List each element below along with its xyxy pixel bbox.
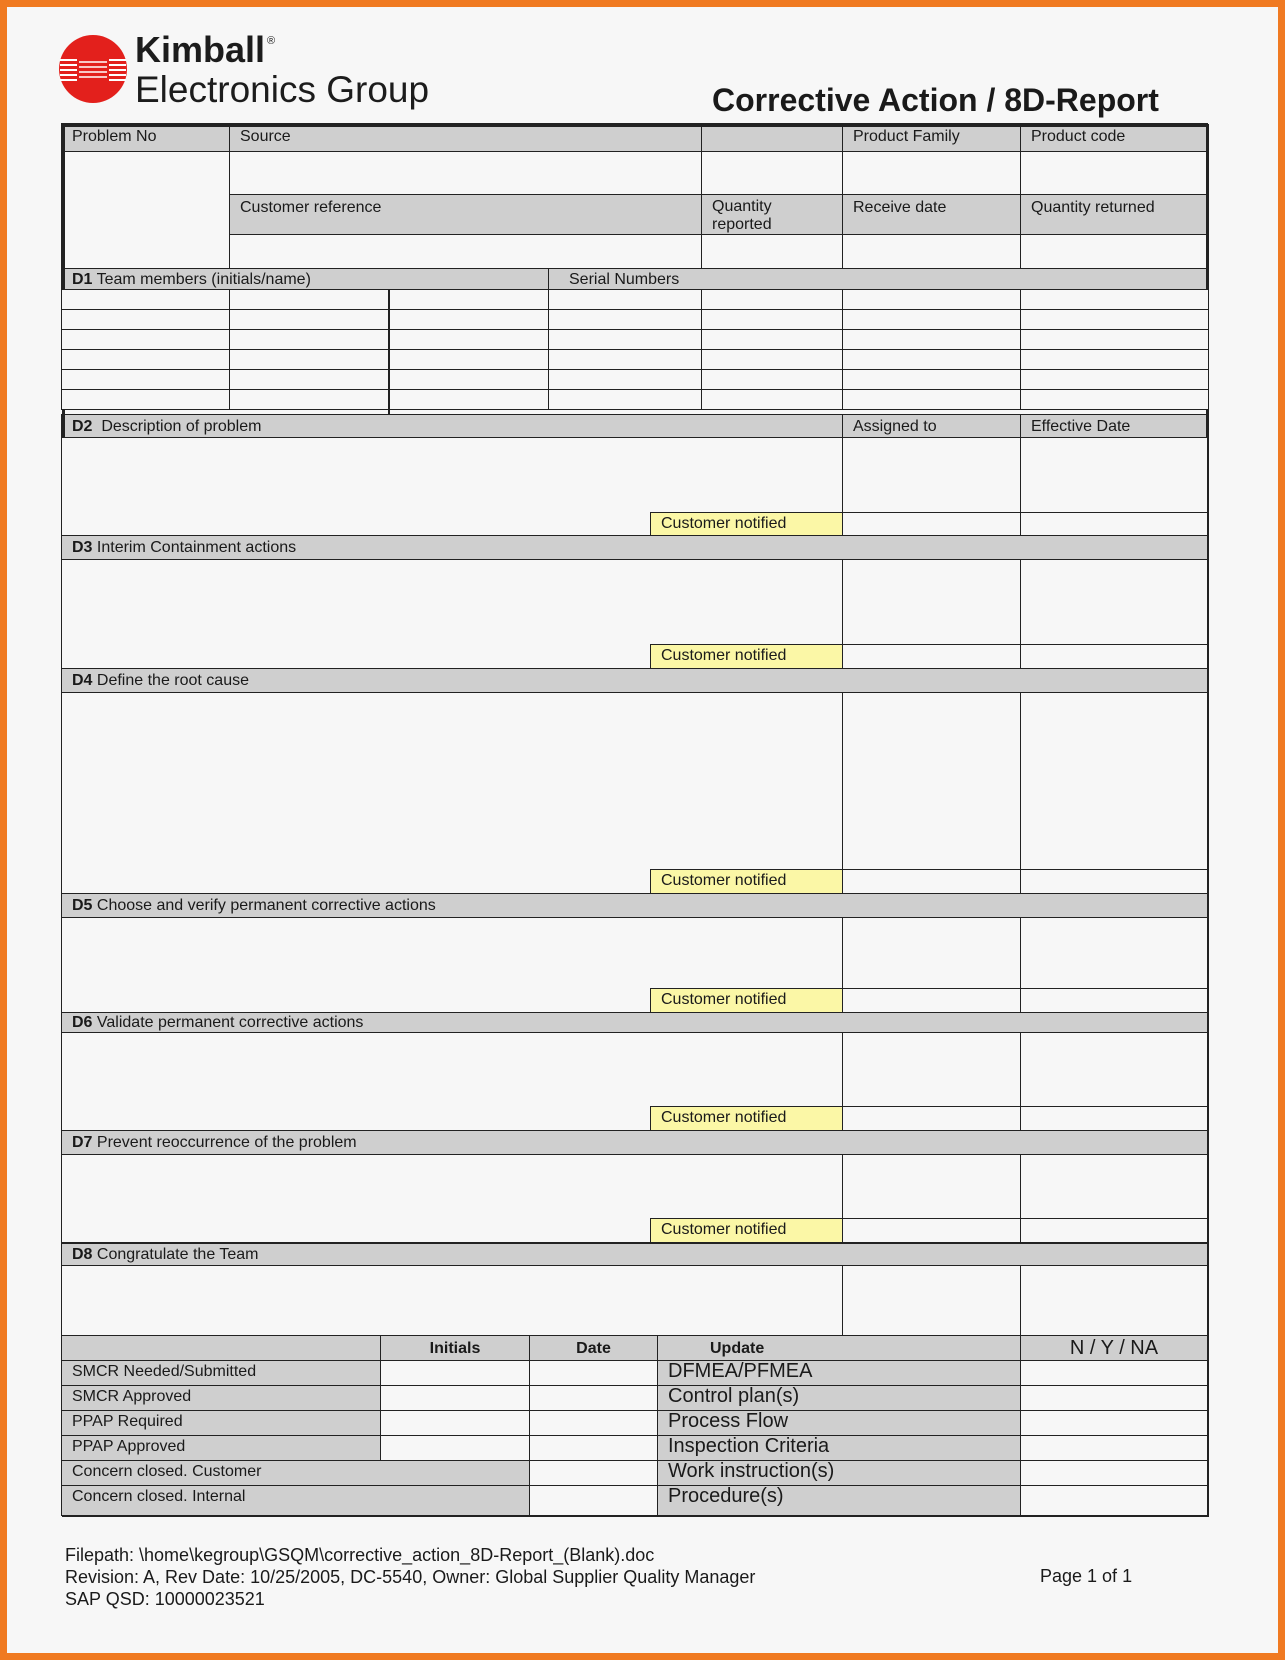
- customer-reference-field[interactable]: [229, 234, 702, 269]
- update-header: [657, 1335, 1021, 1361]
- nyna-field[interactable]: [1020, 1485, 1208, 1516]
- team-member-cell[interactable]: [1020, 389, 1209, 410]
- d7-customer-notified-label-cell: [650, 1218, 843, 1243]
- date-header: [529, 1335, 658, 1361]
- team-member-cell[interactable]: [548, 369, 702, 390]
- d5-customer-notified-by-field[interactable]: [842, 988, 1021, 1013]
- customer-notified-label: Customer notified: [661, 515, 787, 532]
- logo-line-1: Kimball ®: [135, 29, 276, 70]
- closure-initials-field[interactable]: [380, 1435, 530, 1461]
- problem-no-label: Problem No: [72, 128, 157, 145]
- closure-blank-header: [61, 1335, 381, 1361]
- quantity-reported-label: Quantity reported: [712, 198, 772, 233]
- closure-date-field[interactable]: [529, 1485, 658, 1516]
- source-label-cell: [229, 123, 702, 152]
- d4-description-field[interactable]: [61, 692, 843, 894]
- d7-customer-notified-by-field[interactable]: [842, 1218, 1021, 1243]
- team-member-cell[interactable]: [701, 369, 843, 390]
- closure-date-field[interactable]: [529, 1360, 658, 1386]
- source-label: Source: [240, 128, 291, 145]
- team-member-cell[interactable]: [1020, 329, 1209, 350]
- team-member-cell[interactable]: [229, 309, 389, 330]
- team-member-cell[interactable]: [61, 349, 230, 370]
- team-member-cell[interactable]: [229, 369, 389, 390]
- customer-notified-label: Customer notified: [661, 1221, 787, 1238]
- grid-divider: [388, 290, 390, 415]
- team-member-cell[interactable]: [842, 389, 1021, 410]
- update-label: Update: [710, 1340, 765, 1357]
- team-member-cell[interactable]: [61, 309, 230, 330]
- customer-reference-label: Customer reference: [240, 199, 382, 216]
- team-member-cell[interactable]: [229, 349, 389, 370]
- d3-header: [61, 535, 1208, 560]
- logo-line-2: Electronics Group: [135, 69, 430, 110]
- report-form: [62, 124, 1209, 1517]
- team-member-cell[interactable]: [548, 349, 702, 370]
- update-item-label: Process Flow: [668, 1410, 789, 1432]
- team-member-cell[interactable]: [388, 349, 549, 370]
- d2-header: [61, 414, 843, 438]
- receive-date-label: Receive date: [853, 199, 947, 216]
- nyna-field[interactable]: [1020, 1460, 1208, 1486]
- report-title: Corrective Action / 8D-Report: [712, 82, 1159, 118]
- d3-customer-notified-date-field[interactable]: [1020, 644, 1208, 669]
- closure-row-label-cell: [61, 1485, 530, 1516]
- d3-assigned-to-field[interactable]: [842, 559, 1021, 645]
- team-member-cell[interactable]: [842, 289, 1021, 310]
- d2-label: D2 Description of problem: [72, 418, 262, 435]
- update-item-cell: [657, 1435, 1021, 1461]
- closure-date-field[interactable]: [529, 1460, 658, 1486]
- d6-label: D6 Validate permanent corrective actions: [72, 1014, 364, 1031]
- team-member-cell[interactable]: [842, 349, 1021, 370]
- serial-numbers-header: [548, 268, 1208, 290]
- d7-customer-notified-date-field[interactable]: [1020, 1218, 1208, 1243]
- d6-header: [61, 1012, 1208, 1033]
- problem-no-label-cell: [61, 123, 230, 152]
- closure-row-label: PPAP Required: [72, 1413, 183, 1430]
- d8-assigned-to-field[interactable]: [842, 1265, 1021, 1336]
- source-field[interactable]: [229, 151, 702, 195]
- closure-initials-field[interactable]: [380, 1410, 530, 1436]
- team-member-cell[interactable]: [229, 329, 389, 350]
- customer-reference-label-cell: [229, 194, 702, 235]
- update-item-label: Work instruction(s): [668, 1460, 835, 1482]
- customer-notified-label: Customer notified: [661, 1109, 787, 1126]
- closure-row-label: PPAP Approved: [72, 1438, 186, 1455]
- closure-row-label: SMCR Needed/Submitted: [72, 1363, 257, 1380]
- d6-customer-notified-label-cell: [650, 1106, 843, 1131]
- update-item-cell: [657, 1485, 1021, 1516]
- company-logo: [58, 28, 478, 118]
- serial-numbers-label: Serial Numbers: [569, 271, 680, 288]
- d5-label: D5 Choose and verify permanent corrective actions: [72, 897, 436, 914]
- blank-field[interactable]: [701, 151, 843, 195]
- d8-header: [61, 1242, 1208, 1266]
- nyna-field[interactable]: [1020, 1360, 1208, 1386]
- team-member-cell[interactable]: [1020, 369, 1209, 390]
- receive-date-field[interactable]: [842, 234, 1021, 269]
- date-label: Date: [576, 1340, 611, 1357]
- d1-label: D1 Team members (initials/name): [72, 271, 311, 288]
- assigned-to-header: [842, 414, 1021, 438]
- closure-row-label: Concern closed. Customer: [72, 1463, 262, 1480]
- d5-header: [61, 893, 1208, 918]
- kimball-logo-icon: [58, 34, 128, 104]
- product-family-label-cell: [842, 123, 1021, 152]
- team-member-cell[interactable]: [1020, 309, 1209, 330]
- d5-customer-notified-date-field[interactable]: [1020, 988, 1208, 1013]
- receive-date-label-cell: [842, 194, 1021, 235]
- team-member-cell[interactable]: [701, 289, 843, 310]
- d2-assigned-to-field[interactable]: [842, 437, 1021, 513]
- team-member-cell[interactable]: [1020, 349, 1209, 370]
- team-member-cell[interactable]: [388, 309, 549, 330]
- d5-effective-date-field[interactable]: [1020, 917, 1208, 989]
- closure-date-field[interactable]: [529, 1410, 658, 1436]
- closure-row-label: Concern closed. Internal: [72, 1488, 246, 1505]
- initials-header: [380, 1335, 530, 1361]
- update-item-label: Inspection Criteria: [668, 1435, 830, 1457]
- d4-customer-notified-label-cell: [650, 869, 843, 894]
- effective-date-header: [1020, 414, 1208, 438]
- d2-customer-notified-label-cell: [650, 512, 843, 536]
- nyna-field[interactable]: [1020, 1410, 1208, 1436]
- d8-effective-date-field[interactable]: [1020, 1265, 1208, 1336]
- nyna-header: [1020, 1335, 1208, 1361]
- d6-effective-date-field[interactable]: [1020, 1032, 1208, 1107]
- d2-customer-notified-date-field[interactable]: [1020, 512, 1208, 536]
- filepath-text: Filepath: \home\kegroup\GSQM\corrective_action_8D-Report_(Blank).doc: [65, 1545, 655, 1565]
- quantity-reported-field[interactable]: [701, 234, 843, 269]
- closure-date-field[interactable]: [529, 1385, 658, 1411]
- d3-customer-notified-label-cell: [650, 644, 843, 669]
- quantity-reported-label-cell: [701, 194, 843, 235]
- team-member-cell[interactable]: [61, 389, 230, 410]
- d4-assigned-to-field[interactable]: [842, 692, 1021, 870]
- customer-notified-label: Customer notified: [661, 991, 787, 1008]
- d4-effective-date-field[interactable]: [1020, 692, 1208, 870]
- update-item-cell: [657, 1410, 1021, 1436]
- d8-label: D8 Congratulate the Team: [72, 1246, 259, 1263]
- d6-assigned-to-field[interactable]: [842, 1032, 1021, 1107]
- d5-customer-notified-label-cell: [650, 988, 843, 1013]
- effective-date-label: Effective Date: [1031, 418, 1131, 435]
- team-member-cell[interactable]: [701, 329, 843, 350]
- d1-header: [61, 268, 549, 290]
- team-member-cell[interactable]: [61, 329, 230, 350]
- update-item-cell: [657, 1360, 1021, 1386]
- revision-text: Revision: A, Rev Date: 10/25/2005, DC-5540, Owner: Global Supplier Quality Manager: [65, 1567, 756, 1587]
- quantity-returned-label-cell: [1020, 194, 1208, 235]
- d7-assigned-to-field[interactable]: [842, 1154, 1021, 1219]
- d6-customer-notified-by-field[interactable]: [842, 1106, 1021, 1131]
- team-member-cell[interactable]: [229, 289, 389, 310]
- registered-mark: ®: [267, 35, 276, 47]
- assigned-to-label: Assigned to: [853, 418, 937, 435]
- d4-label: D4 Define the root cause: [72, 672, 249, 689]
- problem-no-field[interactable]: [61, 151, 230, 269]
- section-divider: [62, 1242, 1209, 1244]
- product-code-label: Product code: [1031, 128, 1126, 145]
- update-item-cell: [657, 1385, 1021, 1411]
- team-member-cell[interactable]: [388, 389, 549, 410]
- update-item-label: Procedure(s): [668, 1485, 784, 1507]
- product-family-field[interactable]: [842, 151, 1021, 195]
- customer-notified-label: Customer notified: [661, 647, 787, 664]
- closure-row-label-cell: [61, 1410, 381, 1436]
- d4-customer-notified-by-field[interactable]: [842, 869, 1021, 894]
- d2-customer-notified-by-field[interactable]: [842, 512, 1021, 536]
- update-item-label: Control plan(s): [668, 1385, 800, 1407]
- team-member-cell[interactable]: [701, 349, 843, 370]
- d7-effective-date-field[interactable]: [1020, 1154, 1208, 1219]
- nyna-field[interactable]: [1020, 1385, 1208, 1411]
- closure-row-label-cell: [61, 1460, 530, 1486]
- initials-label: Initials: [429, 1340, 481, 1357]
- d3-effective-date-field[interactable]: [1020, 559, 1208, 645]
- closure-date-field[interactable]: [529, 1435, 658, 1461]
- nyna-field[interactable]: [1020, 1435, 1208, 1461]
- closure-initials-field[interactable]: [380, 1385, 530, 1411]
- team-member-cell[interactable]: [701, 389, 843, 410]
- d2-effective-date-field[interactable]: [1020, 437, 1208, 513]
- team-member-cell[interactable]: [61, 369, 230, 390]
- d7-label: D7 Prevent reoccurrence of the problem: [72, 1134, 357, 1151]
- d4-header: [61, 668, 1208, 693]
- closure-row-label: SMCR Approved: [72, 1388, 192, 1405]
- team-member-cell[interactable]: [388, 369, 549, 390]
- d6-customer-notified-date-field[interactable]: [1020, 1106, 1208, 1131]
- closure-row-label-cell: [61, 1435, 381, 1461]
- team-member-cell[interactable]: [842, 369, 1021, 390]
- blank-header-cell: [701, 123, 843, 152]
- update-item-label: DFMEA/PFMEA: [668, 1360, 813, 1382]
- customer-notified-label: Customer notified: [661, 872, 787, 889]
- team-member-cell[interactable]: [548, 329, 702, 350]
- team-member-cell[interactable]: [61, 289, 230, 310]
- document-footer: [65, 1544, 755, 1610]
- team-member-cell[interactable]: [548, 289, 702, 310]
- nyna-label: N / Y / NA: [1069, 1337, 1159, 1359]
- product-code-field[interactable]: [1020, 151, 1208, 195]
- sap-qsd-text: SAP QSD: 10000023521: [65, 1589, 265, 1609]
- d8-description-field[interactable]: [61, 1265, 843, 1336]
- team-member-cell[interactable]: [388, 329, 549, 350]
- product-family-label: Product Family: [853, 128, 960, 145]
- quantity-returned-label: Quantity returned: [1031, 199, 1155, 216]
- d3-customer-notified-by-field[interactable]: [842, 644, 1021, 669]
- team-member-cell[interactable]: [388, 289, 549, 310]
- team-member-cell[interactable]: [548, 389, 702, 410]
- quantity-returned-field[interactable]: [1020, 234, 1208, 269]
- d4-customer-notified-date-field[interactable]: [1020, 869, 1208, 894]
- d7-header: [61, 1130, 1208, 1155]
- team-member-cell[interactable]: [701, 309, 843, 330]
- d3-label: D3 Interim Containment actions: [72, 539, 297, 556]
- team-member-cell[interactable]: [842, 309, 1021, 330]
- closure-row-label-cell: [61, 1360, 381, 1386]
- d5-assigned-to-field[interactable]: [842, 917, 1021, 989]
- closure-initials-field[interactable]: [380, 1360, 530, 1386]
- team-member-cell[interactable]: [842, 329, 1021, 350]
- team-member-cell[interactable]: [1020, 289, 1209, 310]
- team-member-cell[interactable]: [548, 309, 702, 330]
- product-code-label-cell: [1020, 123, 1208, 152]
- closure-row-label-cell: [61, 1385, 381, 1411]
- update-item-cell: [657, 1460, 1021, 1486]
- page-number: Page 1 of 1: [1040, 1566, 1133, 1586]
- team-member-cell[interactable]: [229, 389, 389, 410]
